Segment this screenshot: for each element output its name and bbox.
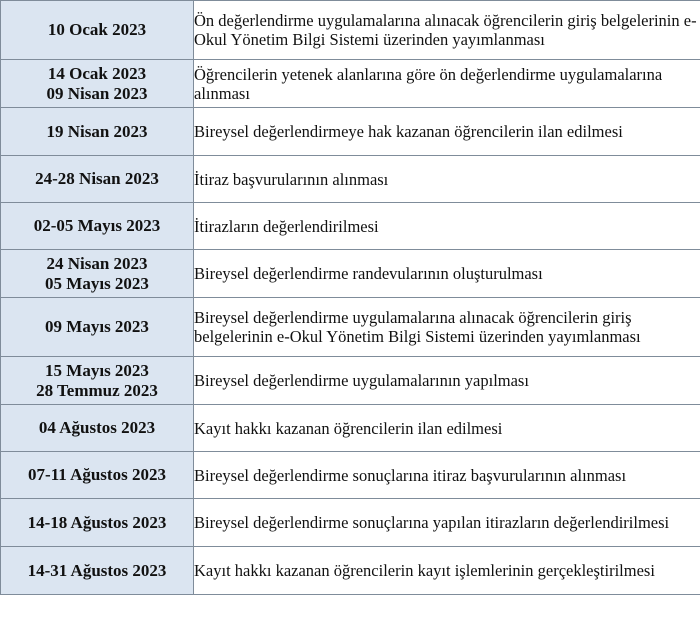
- date-cell: [1, 405, 194, 452]
- date-text: 14-31 Ağustos 2023: [27, 560, 167, 580]
- date-start-text: 14 Ocak 2023: [47, 63, 147, 83]
- date-cell: [1, 203, 194, 250]
- description-cell: Bireysel değerlendirme uygulamalarına alınacak öğrencilerin giriş belgelerinin e-Okul Yönetim Bilgi Sistemi üzerinden yayımlanması: [194, 298, 700, 357]
- description-cell: Kayıt hakkı kazanan öğrencilerin kayıt işlemlerinin gerçekleştirilmesi: [194, 547, 700, 595]
- date-end-text: 28 Temmuz 2023: [36, 380, 158, 400]
- date-text: 09 Mayıs 2023: [45, 317, 149, 336]
- table-row: [1, 298, 700, 357]
- date-start-text: 24 Nisan 2023: [46, 253, 148, 273]
- date-cell: [1, 1, 194, 60]
- date-text: 02-05 Mayıs 2023: [33, 216, 161, 235]
- table-row: [1, 499, 700, 547]
- date-end-text: 09 Nisan 2023: [46, 83, 148, 103]
- date-start-text: 15 Mayıs 2023: [45, 360, 149, 380]
- description-cell: Ön değerlendirme uygulamalarına alınacak öğrencilerin giriş belgelerinin e-Okul Yönetim Bilgi Sistemi üzerinden yayımlanması: [194, 1, 700, 60]
- date-text: 07-11 Ağustos 2023: [28, 465, 166, 484]
- table-row: [1, 1, 700, 60]
- description-cell: Bireysel değerlendirme randevularının oluşturulması: [194, 250, 700, 298]
- date-text: 04 Ağustos 2023: [38, 418, 156, 437]
- table-row: [1, 156, 700, 203]
- table-row: [1, 203, 700, 250]
- description-cell: Bireysel değerlendirme uygulamalarının yapılması: [194, 357, 700, 405]
- date-cell: [1, 357, 194, 405]
- date-cell: [1, 452, 194, 499]
- date-end-text: 05 Mayıs 2023: [45, 273, 149, 293]
- date-cell: [1, 298, 194, 357]
- table-row: [1, 60, 700, 108]
- date-cell: [1, 156, 194, 203]
- description-cell: İtirazların değerlendirilmesi: [194, 203, 700, 250]
- date-cell: [1, 499, 194, 547]
- date-cell: [1, 250, 194, 298]
- description-cell: Bireysel değerlendirme sonuçlarına itiraz başvurularının alınması: [194, 452, 700, 499]
- date-cell: [1, 108, 194, 156]
- description-cell: Kayıt hakkı kazanan öğrencilerin ilan edilmesi: [194, 405, 700, 452]
- table-row: [1, 547, 700, 595]
- date-text: 14-18 Ağustos 2023: [27, 512, 167, 532]
- table-row: [1, 357, 700, 405]
- description-cell: Öğrencilerin yetenek alanlarına göre ön değerlendirme uygulamalarına alınması: [194, 60, 700, 108]
- date-text: 24-28 Nisan 2023: [35, 169, 159, 188]
- table-row: [1, 250, 700, 298]
- description-cell: Bireysel değerlendirme sonuçlarına yapılan itirazların değerlendirilmesi: [194, 499, 700, 547]
- table-row: [1, 452, 700, 499]
- description-cell: İtiraz başvurularının alınması: [194, 156, 700, 203]
- description-cell: Bireysel değerlendirmeye hak kazanan öğrencilerin ilan edilmesi: [194, 108, 700, 156]
- date-text: 10 Ocak 2023: [47, 20, 147, 39]
- date-cell: [1, 60, 194, 108]
- table-row: [1, 108, 700, 156]
- date-text: 19 Nisan 2023: [46, 121, 148, 141]
- date-cell: [1, 547, 194, 595]
- table-row: [1, 405, 700, 452]
